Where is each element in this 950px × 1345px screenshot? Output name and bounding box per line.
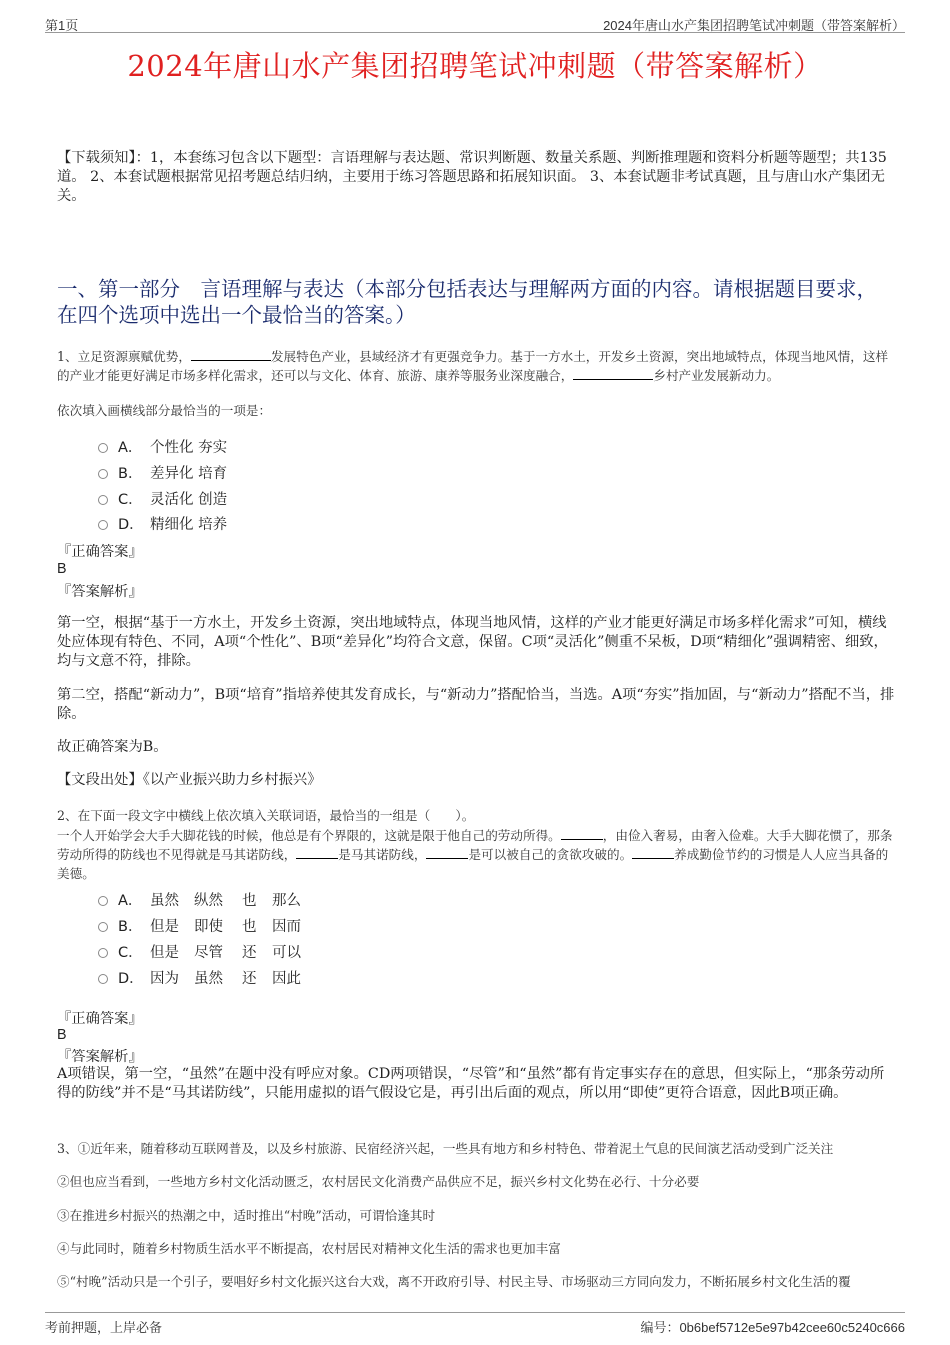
q1-option-c[interactable]: C． 灵活化 创造 [98,488,227,509]
q2-option-a[interactable]: A． 虽然 纵然 也 那么 [98,889,301,910]
q1-answer-label: 『正确答案』 [57,544,143,560]
q3-sentence-3: ③在推进乡村振兴的热潮之中，适时推出“村晚”活动，可谓恰逢其时 [57,1208,436,1223]
q2-answer: B [57,1027,67,1043]
q1-analysis-2: 第二空，搭配“新动力”，B项“培育”指培养使其发育成长，与“新动力”搭配恰当，当选。A项“夯实”指加固，与“新动力”搭配不当，排除。 [57,687,895,722]
q1-option-a[interactable]: A． 个性化 夯实 [98,436,227,457]
q1-option-b[interactable]: B． 差异化 培育 [98,462,227,483]
q2-option-c[interactable]: C． 但是 尽管 还 可以 [98,941,301,962]
q1-source: 【文段出处】《以产业振兴助力乡村振兴》 [57,772,322,788]
radio-icon[interactable] [98,922,108,932]
radio-icon[interactable] [98,974,108,984]
page-footer [45,1312,905,1345]
q2-passage: 一个人开始学会大手大脚花钱的时候，他总是有个界限的，这就是限于他自己的劳动所得。 ，由俭入奢易，由奢入俭难。大手大脚花惯了，那条劳动所得的防线也不见得就是马其诺防线， 是马其诺防线， 是可以被自己的贪欲攻破的。 养成勤俭节约的习惯是人人应当具备的美德。 [57,828,893,881]
q2-option-d[interactable]: D． 因为 虽然 还 因此 [98,967,301,988]
radio-icon[interactable] [98,896,108,906]
q2-answer-label: 『正确答案』 [57,1011,143,1027]
q3-sentence-1: 3、①近年来，随着移动互联网普及，以及乡村旅游、民宿经济兴起，一些具有地方和乡村特色、带着泥土气息的民间演艺活动受到广泛关注 [57,1141,834,1156]
blank-line [426,846,468,859]
q2-stem: 2、在下面一段文字中横线上依次填入关联词语，最恰当的一组是（ ）。 [57,808,475,823]
page-number: 第1页 [45,18,79,33]
download-notice: 【下载须知】：1，本套练习包含以下题型：言语理解与表达题、常识判断题、数量关系题、判断推理题和资料分析题等题型；共135道。 2、本套试题根据常见招考题总结归纳，主要用于练习答题思路和拓展知识面。 3、本套试题非考试真题，且与唐山水产集团无关。 [57,150,887,204]
footer-slogan: 考前押题，上岸必备 [45,1320,163,1335]
blank-line [191,348,271,361]
blank-line [632,846,674,859]
q1-prompt: 依次填入画横线部分最恰当的一项是： [57,403,272,418]
q1-answer: B [57,561,67,577]
blank-line [561,827,603,840]
q1-option-d[interactable]: D． 精细化 培养 [98,513,227,534]
q1-analysis-3: 故正确答案为B。 [57,739,168,755]
q2-analysis: A项错误，第一空，“虽然”在题中没有呼应对象。CD两项错误，“尽管”和“虽然”都有肯定事实存在的意思，但实际上，“那条劳动所得的防线”并不是“马其诺防线”，只能用虚拟的语气假设它是，再引出后面的观点，所以用“即使”更符合语意，因此B项正确。 [57,1066,885,1101]
page-header [45,0,905,33]
radio-icon[interactable] [98,495,108,505]
q2-analysis-label: 『答案解析』 [57,1049,143,1065]
radio-icon[interactable] [98,443,108,453]
blank-line [296,846,338,859]
radio-icon[interactable] [98,948,108,958]
q3-sentence-5: ⑤“村晚”活动只是一个引子，要唱好乡村文化振兴这台大戏，离不开政府引导、村民主导、市场驱动三方同向发力，不断拓展乡村文化生活的覆 [57,1274,851,1289]
q3-sentence-2: ②但也应当看到，一些地方乡村文化活动匮乏，农村居民文化消费产品供应不足，振兴乡村文化势在必行、十分必要 [57,1174,700,1189]
document-id: 编号：0b6bef5712e5e97b42cee60c5240c666 [640,1320,905,1335]
radio-icon[interactable] [98,520,108,530]
q3-sentence-4: ④与此同时，随着乡村物质生活水平不断提高，农村居民对精神文化生活的需求也更加丰富 [57,1241,561,1256]
blank-line [573,367,653,380]
q2-option-b[interactable]: B． 但是 即使 也 因而 [98,915,301,936]
radio-icon[interactable] [98,469,108,479]
header-doc-title: 2024年唐山水产集团招聘笔试冲刺题（带答案解析） [603,18,905,33]
document-title: 2024年唐山水产集团招聘笔试冲刺题（带答案解析） [127,49,823,83]
q1-analysis-1: 第一空，根据“基于一方水土，开发乡土资源，突出地域特点，体现当地风情，这样的产业才能更好满足市场多样化需求”可知，横线处应体现有特色、不同，A项“个性化”、B项“差异化”均符合文意，保留。C项“灵活化”侧重不呆板，D项“精细化”强调精密、细致，均与文意不符，排除。 [57,615,888,669]
section-heading: 一、第一部分 言语理解与表达（本部分包括表达与理解两方面的内容。请根据题目要求，在四个选项中选出一个最恰当的答案。） [57,277,877,327]
q1-analysis-label: 『答案解析』 [57,584,143,600]
q1-stem: 1、立足资源禀赋优势， 发展特色产业，县域经济才有更强竞争力。基于一方水土，开发乡土资源，突出地域特点，体现当地风情，这样的产业才能更好满足市场多样化需求，还可以与文化、体育、旅游、康养等服务业深度融合， 乡村产业发展新动力。 [57,349,889,383]
